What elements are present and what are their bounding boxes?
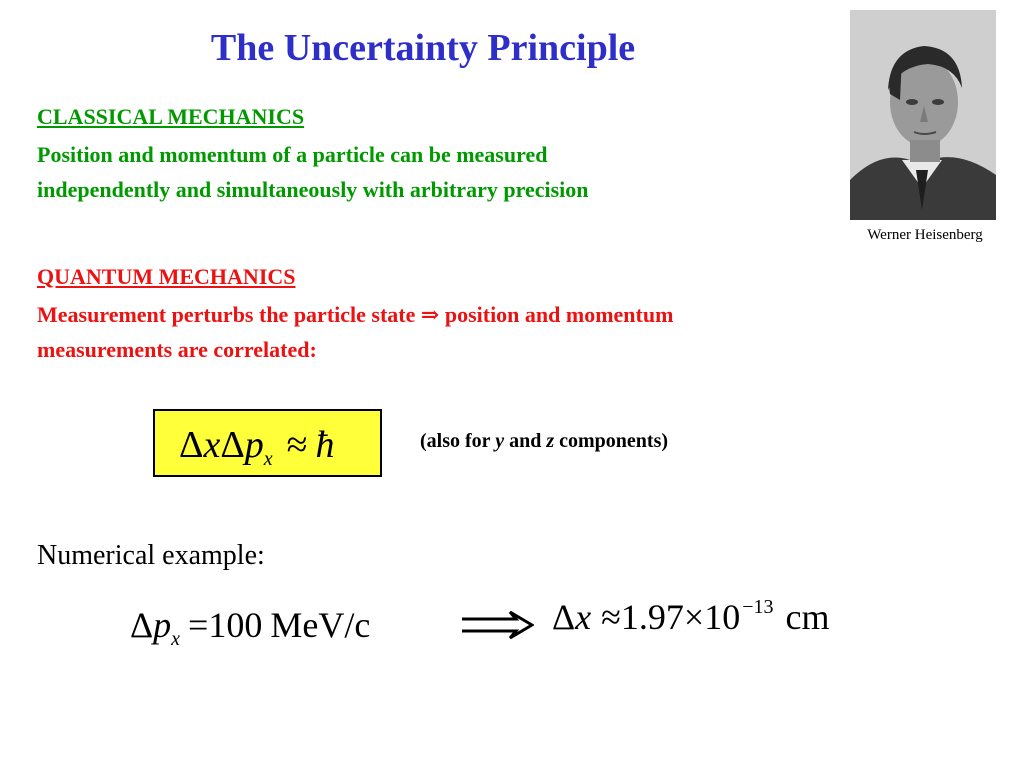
classical-line-1: Position and momentum of a particle can be measured (37, 142, 548, 167)
quantum-mechanics-text (37, 297, 917, 367)
classical-mechanics-text (37, 137, 797, 207)
page-title: The Uncertainty Principle (210, 27, 636, 69)
note-var-y: y (495, 430, 505, 452)
momentum-value: 100 (208, 605, 263, 645)
note-var-z: z (546, 430, 555, 452)
uncertainty-formula (179, 423, 335, 471)
var-x: x (203, 424, 221, 466)
quantum-line-2: measurements are correlated: (37, 337, 317, 362)
subscript-x: x (263, 448, 273, 470)
note-open: (also for (420, 430, 496, 452)
exponent: −13 (742, 596, 774, 618)
delta-symbol-2: Δ (220, 424, 245, 466)
subscript-x: x (171, 628, 181, 650)
mantissa-value: 1.97 (620, 597, 684, 637)
momentum-unit: MeV/c (270, 605, 371, 645)
approx-symbol: ≈ (601, 597, 621, 637)
quantum-line-1-end: position and momentum (439, 302, 674, 327)
heisenberg-portrait (850, 10, 996, 220)
classical-line-2: independently and simultaneously with arbitrary precision (37, 177, 589, 202)
delta-symbol: Δ (179, 424, 204, 466)
long-double-right-arrow-icon (460, 610, 534, 645)
double-right-arrow-icon: ⇒ (420, 302, 440, 327)
power-base: 10 (704, 597, 741, 637)
portrait-caption: Werner Heisenberg (867, 227, 983, 243)
var-p: p (244, 424, 264, 466)
approx-symbol: ≈ (286, 424, 308, 466)
quantum-mechanics-heading: QUANTUM MECHANICS (37, 264, 296, 289)
numerical-example-label: Numerical example: (37, 540, 265, 571)
position-unit: cm (785, 597, 830, 637)
classical-mechanics-heading: CLASSICAL MECHANICS (37, 104, 305, 129)
note-close: components) (554, 430, 669, 452)
equals-symbol: = (188, 605, 209, 645)
momentum-equation (130, 604, 370, 651)
note-and: and (504, 430, 547, 452)
position-result (552, 596, 829, 638)
hbar-symbol: ħ (315, 424, 335, 466)
var-p: p (153, 605, 172, 645)
delta-symbol: Δ (130, 605, 154, 645)
portrait-image (850, 10, 996, 220)
uncertainty-formula-box (153, 409, 382, 477)
delta-symbol: Δ (552, 597, 576, 637)
quantum-line-1 (37, 297, 917, 332)
components-note (420, 430, 668, 453)
times-symbol: × (683, 597, 705, 637)
quantum-line-1-start: Measurement perturbs the particle state (37, 302, 421, 327)
var-x: x (575, 597, 592, 637)
